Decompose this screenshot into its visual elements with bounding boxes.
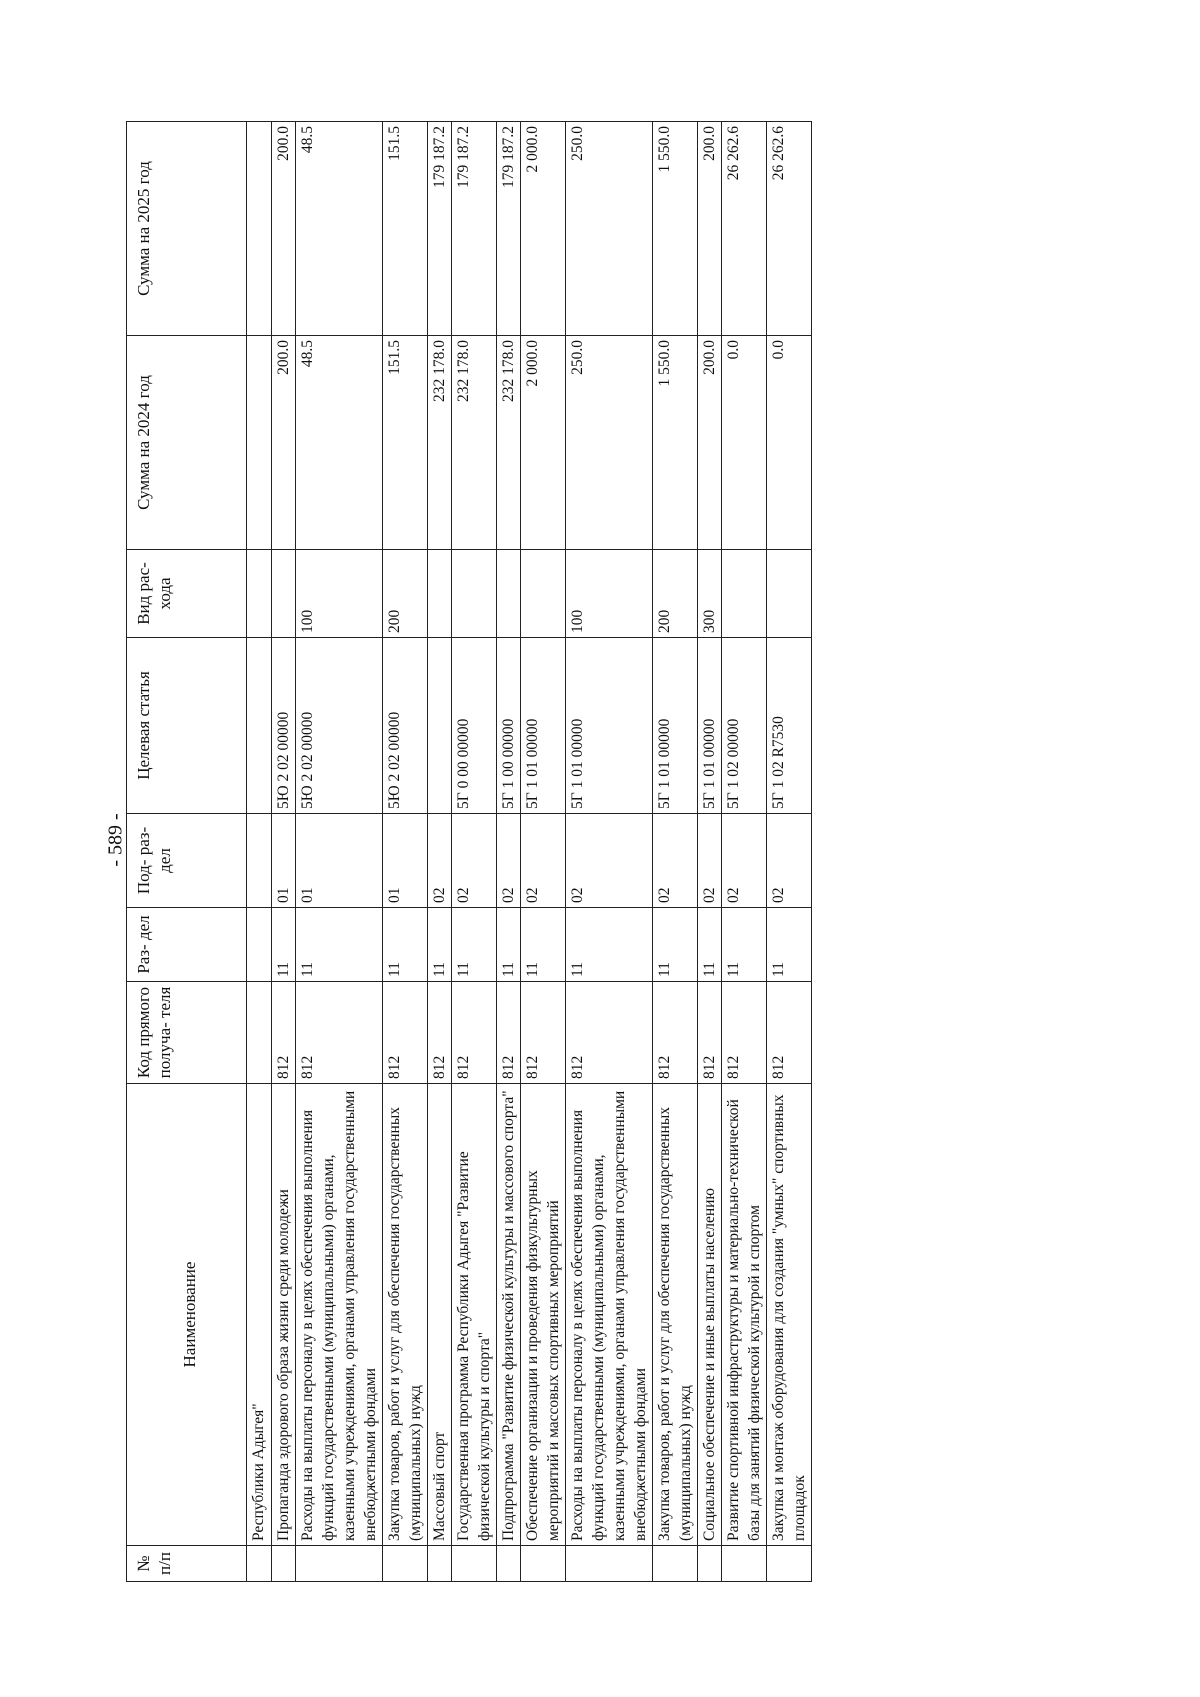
cell-vid [767, 550, 812, 638]
cell-sum-2024: 200.0 [698, 336, 722, 550]
cell-sum-2025: 48.5 [296, 122, 383, 336]
cell-podrazdel: 02 [428, 814, 452, 908]
cell-sum-2024 [247, 336, 272, 550]
cell-code: 812 [497, 982, 521, 1084]
cell-num [497, 1546, 521, 1582]
cell-target: 5Г 1 02 00000 [722, 638, 767, 814]
cell-sum-2024: 151.5 [383, 336, 428, 550]
cell-podrazdel: 02 [722, 814, 767, 908]
cell-vid [247, 550, 272, 638]
cell-target: 5Г 1 01 00000 [566, 638, 653, 814]
cell-name: Расходы на выплаты персоналу в целях обеспечения выполнения функций государственными (муниципальными) органами, казенными учреждениями, органами управления государственными внебюджетными фондами [296, 1084, 383, 1546]
cell-name: Закупка и монтаж оборудования для создания "умных" спортивных площадок [767, 1084, 812, 1546]
header-vid: Вид рас- хода [127, 550, 247, 638]
cell-sum-2024: 232 178.0 [497, 336, 521, 550]
table-row [722, 122, 767, 1582]
header-name: Наименование [127, 1084, 247, 1546]
cell-razdel: 11 [296, 908, 383, 982]
cell-razdel: 11 [698, 908, 722, 982]
cell-razdel: 11 [566, 908, 653, 982]
table-row [698, 122, 722, 1582]
cell-target: 5Г 1 00 00000 [497, 638, 521, 814]
cell-num [566, 1546, 653, 1582]
cell-name: Подпрограмма "Развитие физической культуры и массового спорта" [497, 1084, 521, 1546]
cell-razdel: 11 [452, 908, 497, 982]
cell-target: 5Ю 2 02 00000 [383, 638, 428, 814]
cell-podrazdel: 02 [521, 814, 566, 908]
rotated-table-container [126, 122, 1046, 1582]
cell-vid: 100 [566, 550, 653, 638]
cell-sum-2025: 26 262.6 [722, 122, 767, 336]
cell-razdel: 11 [428, 908, 452, 982]
cell-razdel: 11 [767, 908, 812, 982]
cell-razdel: 11 [722, 908, 767, 982]
cell-name: Пропаганда здорового образа жизни среди молодежи [272, 1084, 296, 1546]
cell-code: 812 [428, 982, 452, 1084]
cell-target: 5Г 1 02 R7530 [767, 638, 812, 814]
cell-name: Государственная программа Республики Адыгея "Развитие физической культуры и спорта" [452, 1084, 497, 1546]
table-row [767, 122, 812, 1582]
cell-sum-2024: 0.0 [767, 336, 812, 550]
cell-target: 5Г 1 01 00000 [653, 638, 698, 814]
cell-podrazdel: 02 [497, 814, 521, 908]
cell-sum-2024: 250.0 [566, 336, 653, 550]
cell-num [296, 1546, 383, 1582]
cell-code [247, 982, 272, 1084]
cell-code: 812 [272, 982, 296, 1084]
cell-sum-2025: 1 550.0 [653, 122, 698, 336]
cell-target: 5Ю 2 02 00000 [296, 638, 383, 814]
cell-podrazdel: 01 [383, 814, 428, 908]
cell-razdel: 11 [497, 908, 521, 982]
cell-name: Социальное обеспечение и иные выплаты населению [698, 1084, 722, 1546]
cell-name: Развитие спортивной инфраструктуры и материально-технической базы для занятий физической культурой и спортом [722, 1084, 767, 1546]
header-podrazdel: Под- раз- дел [127, 814, 247, 908]
cell-target: 5Г 0 00 00000 [452, 638, 497, 814]
header-razdel: Раз- дел [127, 908, 247, 982]
cell-podrazdel: 02 [698, 814, 722, 908]
cell-razdel: 11 [521, 908, 566, 982]
header-code: Код прямого получа- теля [127, 982, 247, 1084]
cell-vid: 200 [383, 550, 428, 638]
table-row [383, 122, 428, 1582]
header-sum-2024: Сумма на 2024 год [127, 336, 247, 550]
cell-code: 812 [767, 982, 812, 1084]
cell-vid: 200 [653, 550, 698, 638]
cell-name: Закупка товаров, работ и услуг для обеспечения государственных (муниципальных) нужд [383, 1084, 428, 1546]
cell-name: Закупка товаров, работ и услуг для обеспечения государственных (муниципальных) нужд [653, 1084, 698, 1546]
cell-num [653, 1546, 698, 1582]
cell-sum-2025: 200.0 [698, 122, 722, 336]
table-row [653, 122, 698, 1582]
header-sum-2025: Сумма на 2025 год [127, 122, 247, 336]
cell-podrazdel: 02 [566, 814, 653, 908]
cell-sum-2025 [247, 122, 272, 336]
cell-sum-2024: 1 550.0 [653, 336, 698, 550]
table-row [272, 122, 296, 1582]
cell-code: 812 [566, 982, 653, 1084]
cell-name: Республики Адыгея" [247, 1084, 272, 1546]
cell-target [247, 638, 272, 814]
table-row [296, 122, 383, 1582]
cell-vid [452, 550, 497, 638]
page-number-text: - 589 - [104, 813, 127, 867]
cell-vid [521, 550, 566, 638]
cell-code: 812 [722, 982, 767, 1084]
cell-sum-2024: 200.0 [272, 336, 296, 550]
cell-sum-2024: 232 178.0 [428, 336, 452, 550]
cell-podrazdel: 02 [653, 814, 698, 908]
cell-num [767, 1546, 812, 1582]
cell-sum-2025: 200.0 [272, 122, 296, 336]
cell-code: 812 [383, 982, 428, 1084]
cell-num [428, 1546, 452, 1582]
cell-target [428, 638, 452, 814]
cell-code: 812 [698, 982, 722, 1084]
cell-num [272, 1546, 296, 1582]
cell-podrazdel: 01 [296, 814, 383, 908]
table-row [247, 122, 272, 1582]
cell-num [698, 1546, 722, 1582]
cell-sum-2024: 0.0 [722, 336, 767, 550]
table-header-row [127, 122, 247, 1582]
cell-sum-2025: 2 000.0 [521, 122, 566, 336]
header-num: № п/п [127, 1546, 247, 1582]
budget-table [126, 121, 812, 1582]
cell-name: Обеспечение организации и проведения физкультурных мероприятий и массовых спортивных мероприятий [521, 1084, 566, 1546]
cell-num [722, 1546, 767, 1582]
header-target: Целевая статья [127, 638, 247, 814]
cell-sum-2025: 179 187.2 [452, 122, 497, 336]
cell-code: 812 [296, 982, 383, 1084]
table-row [452, 122, 497, 1582]
cell-target: 5Г 1 01 00000 [521, 638, 566, 814]
cell-code: 812 [521, 982, 566, 1084]
table-row [566, 122, 653, 1582]
cell-sum-2025: 179 187.2 [428, 122, 452, 336]
cell-podrazdel: 02 [767, 814, 812, 908]
cell-razdel [247, 908, 272, 982]
cell-razdel: 11 [653, 908, 698, 982]
cell-num [521, 1546, 566, 1582]
cell-podrazdel [247, 814, 272, 908]
cell-target: 5Ю 2 02 00000 [272, 638, 296, 814]
table-row [497, 122, 521, 1582]
cell-num [383, 1546, 428, 1582]
cell-vid [272, 550, 296, 638]
cell-sum-2024: 232 178.0 [452, 336, 497, 550]
cell-code: 812 [452, 982, 497, 1084]
cell-vid: 100 [296, 550, 383, 638]
cell-sum-2024: 2 000.0 [521, 336, 566, 550]
cell-razdel: 11 [383, 908, 428, 982]
cell-code: 812 [653, 982, 698, 1084]
cell-vid [428, 550, 452, 638]
cell-sum-2025: 26 262.6 [767, 122, 812, 336]
cell-vid [722, 550, 767, 638]
cell-razdel: 11 [272, 908, 296, 982]
cell-sum-2025: 250.0 [566, 122, 653, 336]
table-row [521, 122, 566, 1582]
cell-podrazdel: 02 [452, 814, 497, 908]
cell-num [452, 1546, 497, 1582]
table-row [428, 122, 452, 1582]
cell-num [247, 1546, 272, 1582]
cell-name: Расходы на выплаты персоналу в целях обеспечения выполнения функций государственными (муниципальными) органами, казенными учреждениями, органами управления государственными внебюджетными фондами [566, 1084, 653, 1546]
cell-vid [497, 550, 521, 638]
cell-sum-2025: 179 187.2 [497, 122, 521, 336]
cell-sum-2024: 48.5 [296, 336, 383, 550]
cell-podrazdel: 01 [272, 814, 296, 908]
cell-name: Массовый спорт [428, 1084, 452, 1546]
cell-vid: 300 [698, 550, 722, 638]
cell-target: 5Г 1 01 00000 [698, 638, 722, 814]
cell-sum-2025: 151.5 [383, 122, 428, 336]
